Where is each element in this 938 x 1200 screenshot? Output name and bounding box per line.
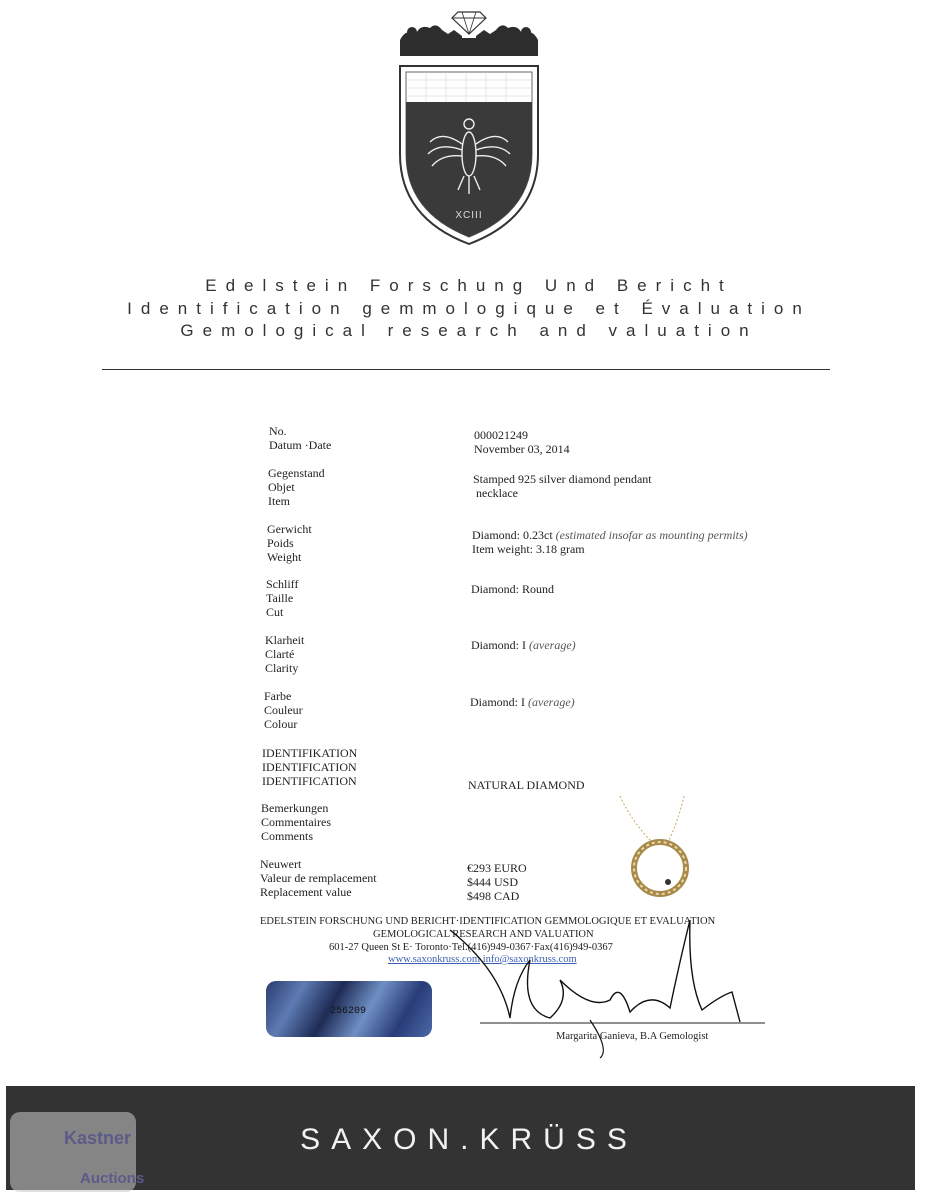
field-value-date: November 03, 2014: [474, 442, 570, 456]
field-value-number: 000021249: [474, 428, 528, 442]
field-value-item: Stamped 925 silver diamond pendant: [473, 472, 652, 486]
pendant-photo: [612, 792, 708, 900]
signer-name: Margarita Ganieva, B.A Gemologist: [556, 1031, 709, 1042]
field-label-weight-de: Gerwicht: [267, 522, 312, 536]
field-label-comments-fr: Commentaires: [261, 815, 331, 829]
header-divider: [102, 369, 830, 370]
field-value-identification: NATURAL DIAMOND: [468, 778, 585, 792]
field-label-clarity-de: Klarheit: [265, 633, 305, 647]
field-value-euro: €293 EURO: [467, 861, 527, 875]
field-label-item-en: Item: [268, 494, 290, 508]
field-value-cut: Diamond: Round: [471, 582, 554, 596]
field-label-weight-fr: Poids: [267, 536, 294, 550]
field-label-colour-fr: Couleur: [264, 703, 303, 717]
colour-grade: Diamond: I: [470, 695, 525, 709]
field-label-value-fr: Valeur de remplacement: [260, 871, 377, 885]
field-value-weight: [472, 528, 748, 542]
colour-note: (average): [528, 695, 575, 709]
field-label-value-en: Replacement value: [260, 885, 352, 899]
footer-address: 601-27 Queen St E· Toronto·Tel.(416)949-0367·Fax(416)949-0367: [329, 942, 613, 953]
watermark-text: Kastner: [64, 1128, 132, 1148]
crest-numeral: XCIII: [455, 210, 483, 221]
website-link[interactable]: www.saxonkruss.com: [388, 954, 481, 965]
field-label-item-fr: Objet: [268, 480, 295, 494]
field-label-clarity-en: Clarity: [265, 661, 299, 675]
field-label-cut-de: Schliff: [266, 577, 299, 591]
diamond-icon: [452, 12, 486, 34]
email-link[interactable]: info@saxonkruss.com: [482, 954, 577, 965]
field-value-item-line2: necklace: [473, 486, 518, 500]
field-label-cut-fr: Taille: [266, 591, 294, 605]
sticker-number: 256209: [330, 1006, 367, 1017]
field-label-weight-en: Weight: [267, 550, 302, 564]
field-value-clarity: [471, 638, 576, 652]
watermark-subtext: Auctions: [80, 1170, 145, 1187]
field-value-usd: $444 USD: [467, 875, 519, 889]
footer-company-line1: EDELSTEIN FORSCHUNG UND BERICHT·IDENTIFICATION GEMMOLOGIQUE ET EVALUATION: [260, 916, 716, 927]
field-label-ident-fr: IDENTIFICATION: [262, 760, 357, 774]
diamond-weight: Diamond: 0.23ct: [472, 528, 553, 542]
field-value-cad: $498 CAD: [467, 889, 520, 903]
field-label-item-de: Gegenstand: [268, 466, 325, 480]
header-line-german: Edelstein Forschung Und Bericht: [205, 276, 733, 295]
field-value-item-weight: Item weight: 3.18 gram: [472, 542, 585, 556]
field-value-colour: [470, 695, 575, 709]
field-label-ident-de: IDENTIFIKATION: [262, 746, 358, 760]
clarity-grade: Diamond: I: [471, 638, 526, 652]
field-label-date: Datum ·Date: [269, 438, 332, 452]
field-label-comments-en: Comments: [261, 829, 314, 843]
brand-name: SAXON.KRÜSS: [300, 1123, 638, 1156]
clarity-note: (average): [529, 638, 576, 652]
field-label-cut-en: Cut: [266, 605, 284, 619]
weight-note: (estimated insofar as mounting permits): [555, 528, 748, 542]
footer-company-line2: GEMOLOGICAL RESEARCH AND VALUATION: [373, 929, 594, 940]
field-label-comments-de: Bemerkungen: [261, 801, 329, 815]
crest-emblem: [396, 4, 542, 248]
field-label-ident-en: IDENTIFICATION: [262, 774, 357, 788]
header-line-english: Gemological research and valuation: [180, 321, 758, 340]
field-label-colour-en: Colour: [264, 717, 298, 731]
header-line-french: Identification gemmologique et Évaluation: [127, 299, 811, 318]
field-label-clarity-fr: Clarté: [265, 647, 295, 661]
field-label-value-de: Neuwert: [260, 857, 302, 871]
field-label-no: No.: [269, 424, 287, 438]
field-label-colour-de: Farbe: [264, 689, 292, 703]
